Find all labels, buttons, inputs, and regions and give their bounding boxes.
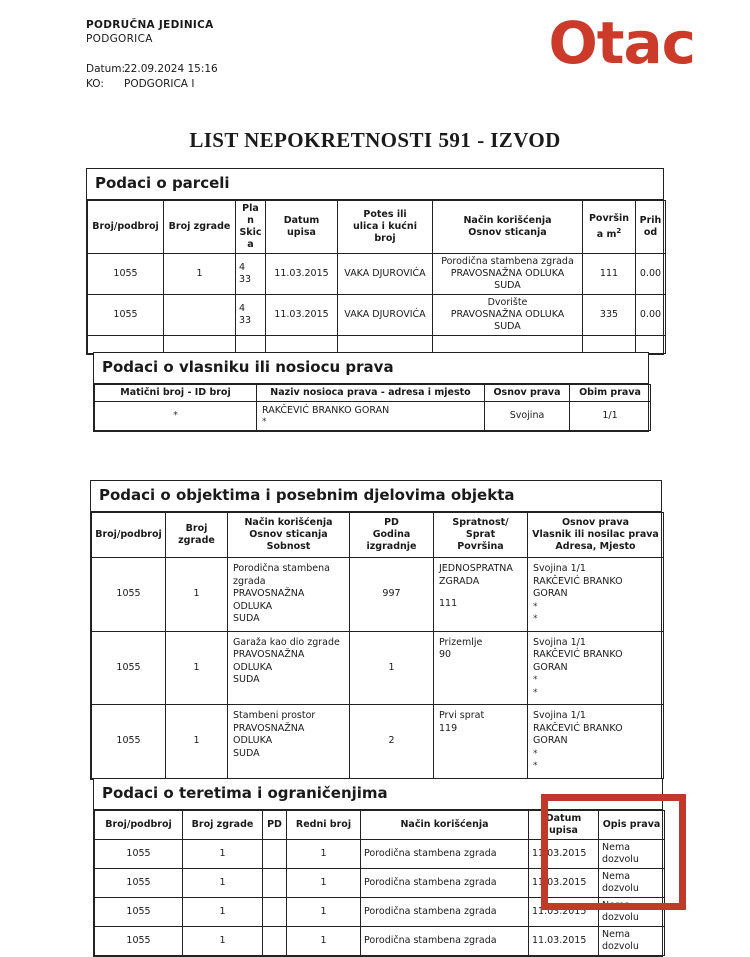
cell-redni-broj: 1 [287, 927, 361, 956]
col-broj-zgrade-line2: zgrade [178, 535, 215, 546]
col-naziv-nosioca: Naziv nosioca prava - adresa i mjesto [257, 385, 485, 402]
cell-broj-podbroj: 1055 [95, 869, 183, 898]
cell-datum-upisa: 11.03.2015 [266, 295, 338, 336]
cell-nacin-osnov [433, 254, 583, 295]
cell-pd [263, 927, 287, 956]
nacin-line1: Garaža kao dio zgrade [233, 636, 340, 648]
cell-osnov-prava: Svojina [485, 402, 570, 431]
cell-skica: 33 [239, 315, 252, 326]
cell-povrsina: 111 [583, 254, 636, 295]
col-broj-podbroj: Broj/podbroj [88, 201, 164, 254]
col-pd-line1: PD [384, 517, 399, 528]
col-potes-line1: Potes ili [363, 209, 407, 220]
cell-broj-podbroj: 1055 [92, 705, 166, 779]
osnov-line1: Svojina 1/1 [533, 710, 586, 721]
col-povrsina-superscript: 2 [616, 226, 622, 235]
col-nacin-koriscenja [228, 513, 350, 558]
col-potes-line2: ulica i kućni broj [353, 221, 417, 244]
cell-broj-zgrade: 1 [183, 898, 263, 927]
parcela-header-row [88, 201, 666, 254]
spratnost-line2: ZGRADA [439, 575, 480, 587]
page-title-number: 591 [438, 128, 472, 152]
cell-redni-broj: 1 [287, 840, 361, 869]
cell-pd-godina: 997 [350, 558, 434, 632]
table-row-empty [88, 336, 666, 354]
col-nacin-koriscenja: Način korišćenja [361, 811, 529, 840]
cell-pd [263, 869, 287, 898]
cell-nacin-koriscenja [228, 558, 350, 632]
col-broj-zgrade-line1: Broj [185, 523, 208, 534]
cell-skica: 33 [239, 274, 252, 285]
spratnost-povrsina: 90 [439, 649, 452, 660]
osnov-owner-name: RAKČEVIĆ BRANKO GORAN [533, 575, 623, 599]
cell-plan: 4 [239, 262, 246, 273]
nacin-line3: PRAVOSNAŽNA ODLUKA [233, 649, 305, 673]
table-row [95, 927, 665, 956]
table-row [95, 840, 665, 869]
table-row [92, 631, 664, 705]
col-broj-zgrade: Broj zgrade [164, 201, 236, 254]
col-skica-label: Skica [239, 227, 262, 250]
osnov-owner-name: RAKČEVIĆ BRANKO GORAN [533, 649, 623, 673]
cell-prihod: 0.00 [636, 254, 666, 295]
cell-broj-zgrade: 1 [166, 705, 228, 779]
col-obim-prava: Obim prava [570, 385, 651, 402]
cell-empty [266, 336, 338, 354]
col-nacin-line2: Osnov sticanja [468, 227, 547, 238]
cell-osnov-prava [528, 558, 664, 632]
cell-broj-zgrade: 1 [166, 558, 228, 632]
cell-broj-podbroj: 1055 [95, 927, 183, 956]
cell-osnov-prava [528, 631, 664, 705]
office-name-line1: PODRUČNA JEDINICA [86, 19, 214, 31]
col-spratnost [434, 513, 528, 558]
cell-broj-podbroj: 1055 [95, 840, 183, 869]
osnov-redacted-1: * [533, 675, 538, 685]
osnov-redacted-2: * [533, 614, 538, 624]
col-plan-label: Plan [242, 203, 259, 226]
cell-plan: 4 [239, 303, 246, 314]
cell-obim-prava: 1/1 [570, 402, 651, 431]
osnov-owner-name: RAKČEVIĆ BRANKO GORAN [533, 722, 623, 746]
table-row [95, 402, 651, 431]
col-datum-upisa: Datum upisa [529, 811, 599, 840]
cell-nacin-koriscenja [228, 705, 350, 779]
col-osnov-prava [528, 513, 664, 558]
cell-potes: VAKA DJUROVIĆA [338, 254, 433, 295]
cell-datum-upisa: 11.03.2015 [529, 927, 599, 956]
cell-datum-upisa: 11.03.2015 [529, 840, 599, 869]
col-osnov-prava: Osnov prava [485, 385, 570, 402]
objekti-table [91, 512, 664, 779]
cell-nacin-koriscenja: Porodična stambena zgrada [361, 927, 529, 956]
col-broj-zgrade: Broj zgrade [183, 811, 263, 840]
cell-empty [338, 336, 433, 354]
table-row [92, 705, 664, 779]
section-vlasnik [93, 352, 649, 432]
meta-row-date [86, 62, 506, 77]
cell-nacin-koriscenja [228, 631, 350, 705]
section-objekti [90, 480, 662, 780]
col-maticni-broj: Matični broj - ID broj [95, 385, 257, 402]
cell-broj-zgrade: 1 [183, 927, 263, 956]
table-row [88, 254, 666, 295]
cell-opis-prava: Nema dozvolu [599, 898, 665, 927]
spratnost-line1: Prizemlje [439, 636, 483, 648]
osnov-line1: Svojina 1/1 [533, 563, 586, 574]
section-parcela [86, 168, 664, 355]
col-povrsina [583, 201, 636, 254]
section-objekti-title: Podaci o objektima i posebnim djelovima objekta [91, 481, 661, 512]
ko-label: KO: [86, 78, 104, 90]
osnov-line1: Svojina 1/1 [533, 636, 586, 648]
cell-empty [236, 336, 266, 354]
cell-broj-zgrade: 1 [183, 840, 263, 869]
col-nacin-line2: Osnov sticanja [249, 529, 328, 540]
cell-pd [263, 840, 287, 869]
cell-pd-godina: 1 [350, 631, 434, 705]
col-pd-godina [350, 513, 434, 558]
cell-osnov-prava [528, 705, 664, 779]
page-title-suffix: - IZVOD [477, 128, 561, 152]
vlasnik-table [94, 384, 651, 431]
cell-datum-upisa: 11.03.2015 [266, 254, 338, 295]
col-povrsina-label: Površina m [588, 212, 630, 241]
cell-datum-upisa: 11.03.2015 [529, 898, 599, 927]
cell-maticni-broj: * [95, 402, 257, 431]
nacin-line1: Stambeni prostor [233, 710, 316, 721]
spratnost-line1: Prvi sprat [439, 710, 485, 721]
table-row [88, 295, 666, 336]
date-label: Datum: [86, 63, 126, 75]
cell-nacin: Dvorište [487, 297, 528, 308]
cell-potes: VAKA DJUROVIĆA [338, 295, 433, 336]
cell-nacin-koriscenja: Porodična stambena zgrada [361, 869, 529, 898]
col-osnov-line1: Osnov prava [561, 517, 630, 528]
col-nacin-line1: Način korišćenja [244, 517, 333, 528]
col-nacin-line3: Sobnost [266, 541, 311, 552]
cell-plan-skica [236, 295, 266, 336]
col-datum-upisa: Datum upisa [266, 201, 338, 254]
spacer [439, 588, 522, 598]
section-tereti [93, 778, 663, 957]
col-pd: PD [263, 811, 287, 840]
meta-row-ko [86, 77, 506, 92]
cell-empty [164, 336, 236, 354]
spratnost-povrsina: 119 [439, 722, 458, 734]
nacin-line4: SUDA [233, 747, 260, 759]
cell-nacin-osnov [433, 295, 583, 336]
brand-watermark: Otac [548, 9, 695, 77]
col-opis-prava: Opis prava [599, 811, 665, 840]
ko-value: PODGORICA I [124, 78, 195, 90]
section-parcela-title: Podaci o parceli [87, 169, 663, 200]
owner-address-redacted: * [262, 417, 267, 427]
col-prihod: Prihod [636, 201, 666, 254]
col-nacin-line1: Način korišćenja [463, 215, 552, 226]
cell-pd [263, 898, 287, 927]
objekti-header-row [92, 513, 664, 558]
cell-prihod: 0.00 [636, 295, 666, 336]
cell-empty [636, 336, 666, 354]
cell-opis-prava: Nema dozvolu [599, 840, 665, 869]
section-vlasnik-title: Podaci o vlasniku ili nosiocu prava [94, 353, 648, 384]
cell-pd-godina: 2 [350, 705, 434, 779]
col-plan-skica [236, 201, 266, 254]
cell-broj-zgrade: 1 [183, 869, 263, 898]
col-broj-podbroj: Broj/podbroj [92, 513, 166, 558]
col-osnov-line3: Adresa, Mjesto [555, 541, 636, 552]
office-name-line2: PODGORICA [86, 33, 153, 45]
cell-redni-broj: 1 [287, 898, 361, 927]
osnov-redacted-1: * [533, 748, 538, 759]
nacin-line2: zgrada [233, 575, 266, 587]
cell-naziv-nosioca [257, 402, 485, 431]
osnov-redacted-1: * [533, 601, 538, 612]
nacin-line1: Porodična stambena [233, 563, 330, 574]
tereti-header-row [95, 811, 665, 840]
cell-empty [88, 336, 164, 354]
col-pd-line2: Godina [372, 529, 411, 540]
cell-nacin-koriscenja: Porodična stambena zgrada [361, 840, 529, 869]
date-value: 22.09.2024 15:16 [124, 63, 218, 75]
nacin-line3: PRAVOSNAŽNA ODLUKA [233, 722, 305, 746]
page-title-main: LIST NEPOKRETNOSTI [189, 128, 433, 152]
col-redni-broj: Redni broj [287, 811, 361, 840]
cell-broj-podbroj: 1055 [92, 631, 166, 705]
owner-name: RAKČEVIĆ BRANKO GORAN [262, 405, 390, 416]
parcela-table [87, 200, 666, 354]
col-osnov-line2: Vlasnik ili nosilac prava [532, 529, 659, 540]
cell-nacin: Porodična stambena zgrada [441, 256, 574, 267]
cell-broj-podbroj: 1055 [88, 254, 164, 295]
col-broj-zgrade [166, 513, 228, 558]
nacin-line4: SUDA [233, 613, 260, 624]
col-spratnost-line1: Spratnost/ Sprat [452, 517, 509, 540]
col-spratnost-line2: Površina [457, 541, 504, 552]
cell-povrsina: 335 [583, 295, 636, 336]
cell-empty [583, 336, 636, 354]
cell-spratnost [434, 558, 528, 632]
osnov-redacted-2: * [533, 761, 538, 771]
nacin-line4: SUDA [233, 674, 260, 685]
cell-nacin-koriscenja: Porodična stambena zgrada [361, 898, 529, 927]
table-row [95, 898, 665, 927]
cell-datum-upisa: 11.03.2015 [529, 869, 599, 898]
cell-broj-podbroj: 1055 [92, 558, 166, 632]
cell-osnov: PRAVOSNAŽNA ODLUKA SUDA [450, 309, 565, 332]
osnov-redacted-2: * [533, 687, 538, 698]
col-pd-line3: izgradnje [366, 541, 417, 552]
cell-spratnost [434, 631, 528, 705]
col-nacin-koriscenja [433, 201, 583, 254]
cell-opis-prava: Nema dozvolu [599, 927, 665, 956]
cell-broj-podbroj: 1055 [88, 295, 164, 336]
col-broj-podbroj: Broj/podbroj [95, 811, 183, 840]
tereti-table [94, 810, 665, 956]
page-title [0, 128, 750, 153]
cell-broj-zgrade: 1 [166, 631, 228, 705]
vlasnik-header-row [95, 385, 651, 402]
section-tereti-title: Podaci o teretima i ograničenjima [94, 779, 662, 810]
cell-opis-prava: Nema dozvolu [599, 869, 665, 898]
cell-empty [433, 336, 583, 354]
cell-broj-podbroj: 1055 [95, 898, 183, 927]
table-row [92, 558, 664, 632]
table-row [95, 869, 665, 898]
spratnost-povrsina: 111 [439, 598, 458, 609]
spratnost-line1: JEDNOSPRATNA [439, 563, 513, 574]
document-meta [86, 62, 506, 92]
cell-spratnost [434, 705, 528, 779]
nacin-line3: PRAVOSNAŽNA ODLUKA [233, 588, 305, 612]
document-header [86, 18, 506, 92]
col-potes [338, 201, 433, 254]
cell-broj-zgrade: 1 [164, 254, 236, 295]
cell-plan-skica [236, 254, 266, 295]
cell-redni-broj: 1 [287, 869, 361, 898]
cell-broj-zgrade [164, 295, 236, 336]
cell-osnov: PRAVOSNAŽNA ODLUKA SUDA [450, 268, 565, 291]
